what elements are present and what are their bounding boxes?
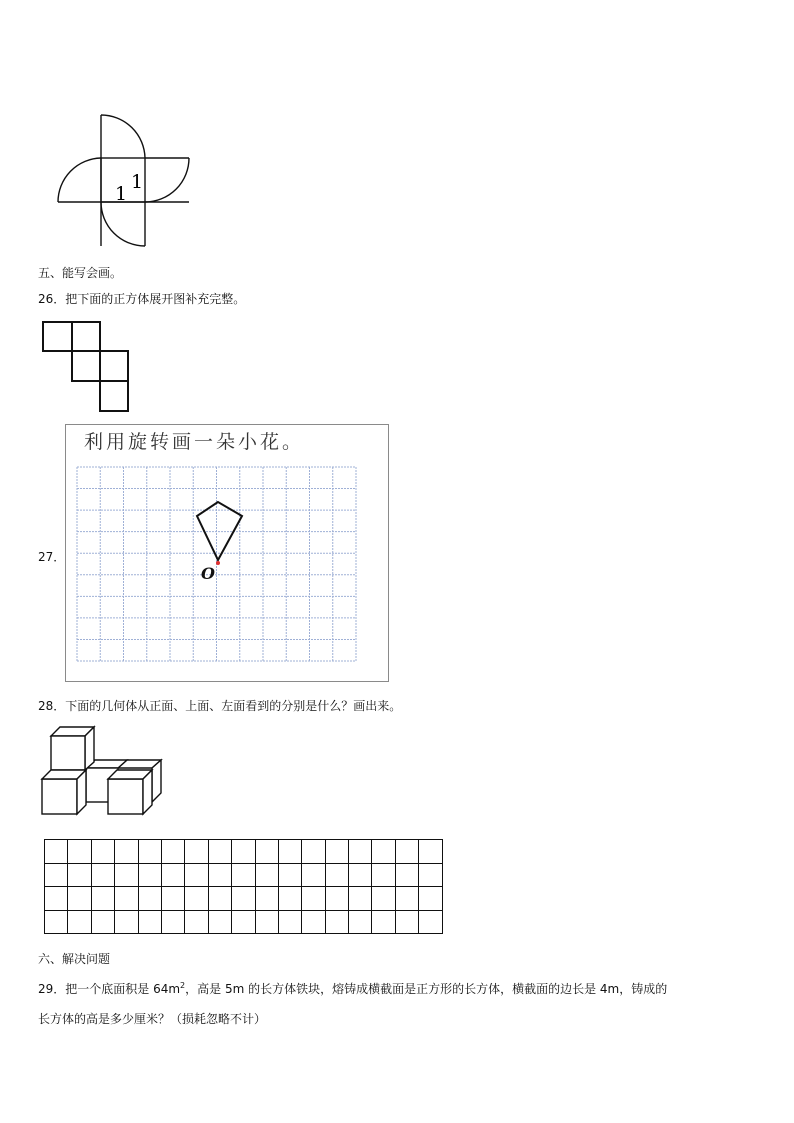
- grid-cell[interactable]: [302, 910, 325, 934]
- grid-cell[interactable]: [185, 910, 208, 934]
- grid-cell[interactable]: [419, 863, 442, 887]
- grid-cell[interactable]: [372, 887, 395, 911]
- grid-cell[interactable]: [161, 910, 184, 934]
- grid-cell[interactable]: [232, 863, 255, 887]
- grid-cell[interactable]: [419, 887, 442, 911]
- cube-net-figure: [40, 318, 132, 414]
- grid-cell[interactable]: [138, 840, 161, 864]
- grid-cell[interactable]: [232, 840, 255, 864]
- grid-cell[interactable]: [278, 887, 301, 911]
- grid-cell[interactable]: [115, 887, 138, 911]
- right-arc: [145, 158, 189, 202]
- grid-cell[interactable]: [255, 910, 278, 934]
- grid-cell[interactable]: [161, 887, 184, 911]
- grid-cell[interactable]: [232, 910, 255, 934]
- grid-cell[interactable]: [91, 887, 114, 911]
- rotation-grid-panel: [65, 424, 389, 682]
- grid-cell[interactable]: [208, 863, 231, 887]
- grid-cell[interactable]: [115, 910, 138, 934]
- grid-cell[interactable]: [68, 863, 91, 887]
- section-5-title: 五、能写会画。: [38, 266, 123, 280]
- question-27-number: 27．: [38, 550, 66, 564]
- panel-title: 利用旋转画一朵小花。: [84, 431, 305, 453]
- grid-cell[interactable]: [68, 910, 91, 934]
- grid-cell[interactable]: [138, 863, 161, 887]
- grid-cell[interactable]: [349, 840, 372, 864]
- question-29-line-2: 长方体的高是多少厘米？（损耗忽略不计）: [38, 1012, 267, 1026]
- question-26: 26．把下面的正方体展开图补充完整。: [38, 292, 246, 306]
- grid-cell[interactable]: [45, 840, 68, 864]
- grid-cell[interactable]: [372, 863, 395, 887]
- grid-cell[interactable]: [91, 910, 114, 934]
- grid-cell[interactable]: [372, 840, 395, 864]
- grid-cell[interactable]: [208, 887, 231, 911]
- grid-cell[interactable]: [325, 887, 348, 911]
- grid-cell[interactable]: [68, 840, 91, 864]
- grid-cell[interactable]: [278, 840, 301, 864]
- pinwheel-figure: [50, 108, 200, 253]
- grid-cell[interactable]: [302, 887, 325, 911]
- top-arc: [101, 115, 145, 158]
- grid-cell[interactable]: [232, 887, 255, 911]
- grid-cell[interactable]: [255, 863, 278, 887]
- grid-cell[interactable]: [255, 840, 278, 864]
- grid-cell[interactable]: [185, 840, 208, 864]
- grid-cell[interactable]: [278, 910, 301, 934]
- label-1-lower: 1: [115, 183, 128, 205]
- grid-cell[interactable]: [161, 863, 184, 887]
- grid-cell[interactable]: [395, 840, 418, 864]
- grid-cell[interactable]: [138, 910, 161, 934]
- left-arc: [58, 158, 101, 202]
- grid-cell[interactable]: [161, 840, 184, 864]
- grid-cell[interactable]: [138, 887, 161, 911]
- grid-cell[interactable]: [68, 887, 91, 911]
- question-29-line-1: 29．把一个底面积是 $64m^2$，高是 5m 的长方体铁块，熔铸成横截面是正方形的长方体，横截面的边长是 4m，铸成的: [38, 981, 668, 996]
- grid-cell[interactable]: [208, 840, 231, 864]
- grid-cell[interactable]: [45, 910, 68, 934]
- section-6-title: 六、解决问题: [38, 952, 111, 966]
- grid-cell[interactable]: [115, 840, 138, 864]
- cube-stack-figure: [38, 724, 164, 816]
- grid-cell[interactable]: [91, 863, 114, 887]
- rotation-point: [216, 561, 220, 565]
- question-28: 28．下面的几何体从正面、上面、左面看到的分别是什么？画出来。: [38, 699, 402, 713]
- grid-cell[interactable]: [255, 887, 278, 911]
- rotation-grid: [66, 425, 390, 683]
- grid-cell[interactable]: [325, 863, 348, 887]
- grid-cell[interactable]: [395, 910, 418, 934]
- grid-cell[interactable]: [302, 863, 325, 887]
- drawing-grid: [44, 839, 443, 934]
- grid-cell[interactable]: [372, 910, 395, 934]
- grid-cell[interactable]: [395, 863, 418, 887]
- grid-cell[interactable]: [349, 863, 372, 887]
- grid-cell[interactable]: [349, 910, 372, 934]
- grid-cell[interactable]: [115, 863, 138, 887]
- grid-cell[interactable]: [208, 910, 231, 934]
- point-o-label: O: [201, 564, 215, 583]
- grid-cell[interactable]: [185, 887, 208, 911]
- label-1-upper: 1: [131, 171, 144, 193]
- grid-cell[interactable]: [325, 910, 348, 934]
- grid-cell[interactable]: [302, 840, 325, 864]
- bottom-arc: [101, 202, 145, 246]
- grid-cell[interactable]: [185, 863, 208, 887]
- grid-cell[interactable]: [395, 887, 418, 911]
- grid-cell[interactable]: [419, 840, 442, 864]
- grid-cell[interactable]: [419, 910, 442, 934]
- grid-cell[interactable]: [91, 840, 114, 864]
- grid-cell[interactable]: [45, 887, 68, 911]
- grid-cell[interactable]: [45, 863, 68, 887]
- kite-shape: [197, 502, 242, 560]
- grid-cell[interactable]: [349, 887, 372, 911]
- grid-cell[interactable]: [325, 840, 348, 864]
- grid-cell[interactable]: [278, 863, 301, 887]
